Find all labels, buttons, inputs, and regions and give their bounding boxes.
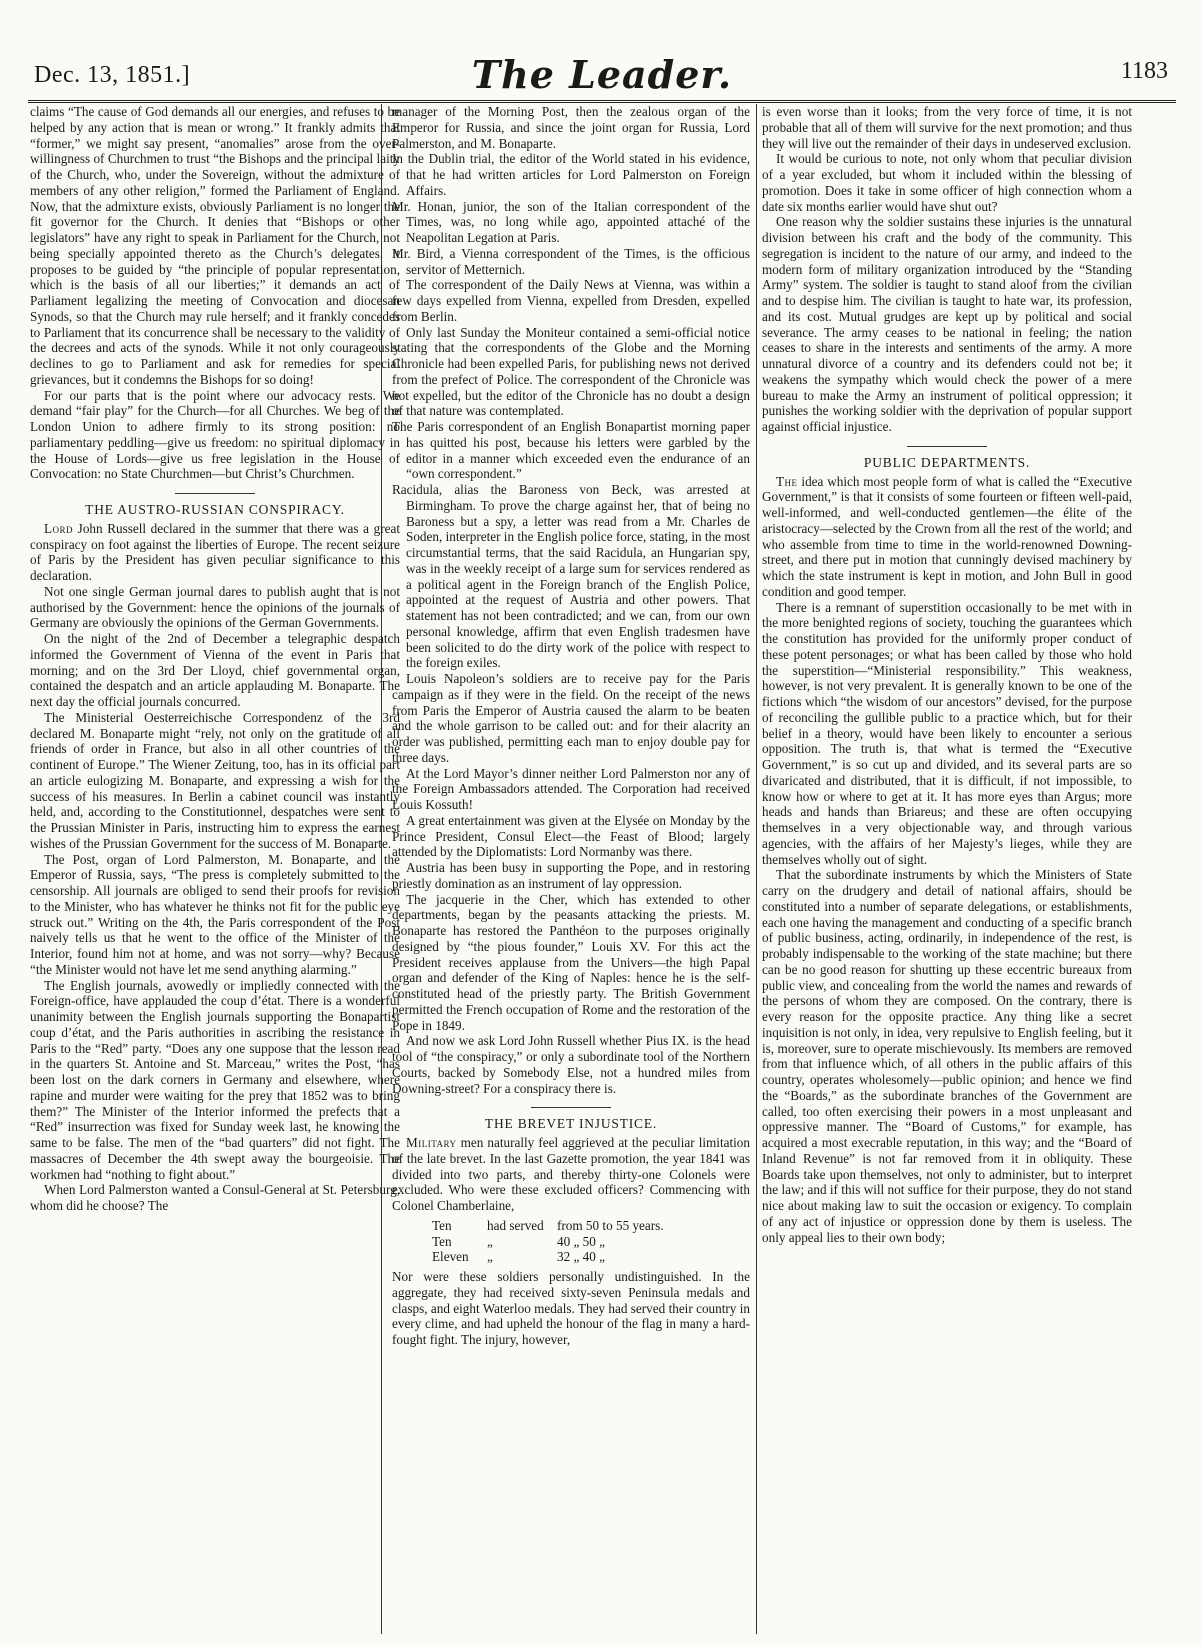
section-heading: THE AUSTRO-RUSSIAN CONSPIRACY.	[30, 493, 400, 518]
page-number: 1183	[1120, 58, 1168, 84]
paragraph-text: John Russell declared in the summer that there was a great conspiracy on foot against the liberties of Europe. The recent seizure of Paris by the President has given peculiar significance to this declaration.	[30, 520, 400, 583]
newspaper-title: The Leader.	[471, 52, 733, 97]
paragraph-text: idea which most people form of what is called the “Executive Government,” is that it consists of some fourteen or fifteen well-paid, well-informed, and well-conducted gentlemen—the élite of the aristocracy—selected by the Crown from all the rest of the world; and who assemble from time to time in the world-renowned Downing-street, and there put in motion that cunningly devised machinery by which the state instrument is kept in motion, and John Bull in good condition and good temper.	[762, 473, 1132, 599]
paragraph: At the Lord Mayor’s dinner neither Lord Palmerston nor any of the Foreign Ambassadors attended. The Corporation had received Louis Kossuth!	[392, 765, 750, 812]
table-cell: 40 „ 50 „	[557, 1233, 605, 1249]
column-3	[762, 104, 1132, 1634]
paragraph: claims “The cause of God demands all our energies, and refuses to be helped by any action that is mean or wrong.” It frankly admits that “former,” we might say present, “anomalies” arose from the over-willingness of Churchmen to trust “the Bishops and the principal laity of the Church, who, under the Sovereign, without the admixture of members of any other religion,” formed the Parliament of England. Now, that the admixture exists, obviously Parliament is no longer the fit governor for the Church. It denies that “Bishops or other legislators” have any right to speak in Parliament for the Church, not being specially appointed thereto as the Church’s delegates. It proposes to be guided by “the principle of popular representation, which is the basis of all our liberties;” it demands an act of Parliament legalizing the meeting of Convocation and diocesan Synods, so that the Church may rule herself; and it frankly concedes to Parliament that its concurrence shall be necessary to the validity of the decrees and acts of the synods. While it not only courageously declines to go to Parliament and ask for remedies for special grievances, but it condemns the Bishops for so doing!	[30, 104, 400, 387]
table-cell: 32 „ 40 „	[557, 1249, 605, 1265]
masthead	[28, 40, 1176, 100]
table-cell: „	[487, 1233, 493, 1249]
table-row	[432, 1218, 750, 1234]
table-cell: Ten	[432, 1217, 452, 1233]
table-cell: had served	[487, 1217, 544, 1233]
table-cell: from 50 to 55 years.	[557, 1217, 664, 1233]
paragraph: Austria has been busy in supporting the Pope, and in restoring priestly domination as an instrument of lay oppression.	[392, 860, 750, 891]
paragraph: For our parts that is the point where our advocacy rests. We demand “fair play” for the Church—for all Churches. We beg of the London Union to adhere firmly to its strong position: no parliamentary peddling—give us freedom: no spiritual diplomacy in the House of Lords—give us free legislation in the House of Convocation: no State Churchmen—but Christ’s Churchmen.	[30, 387, 400, 482]
paragraph: The English journals, avowedly or impliedly connected with the Foreign-office, have applauded the coup d’état. There is a wonderful unanimity between the English journals supporting the Bonapartist coup d’état, and the Paris authorities in ascribing the resistance in Paris to the “Red” party. “Does any one suppose that the lesson read in the quarters St. Antoine and St. Marceau,” writes the Post, “has been lost on the dark corners in Germany and elsewhere, where rapine and murder were waiting for the prey that 1852 was to bring them?” The Minister of the Interior informed the prefects that a “Red” insurrection was fixed for Sunday week last, he knowing the same to be false. The men of the “bad quarters” did not fight. The massacres of December the 4th swept away the bourgeoisie. The workmen had “nothing to fight about.”	[30, 977, 400, 1182]
paragraph: The Ministerial Oesterreichische Correspondenz of the 3rd declared M. Bonaparte might “rely, not only on the gratitude of all friends of order in France, but also in all other countries of the continent of Europe.” The Wiener Zeitung, too, has in its official part an article eulogizing M. Bonaparte, and expressing a wish for the success of his measures. In Berlin a cabinet council was instantly held, and, according to the Constitutionnel, despatches were sent to the Prussian Minister in Paris, instructing him to express the earnest wishes of the Prussian Government for the success of M. Bonaparte.	[30, 709, 400, 851]
table-cell: Ten	[432, 1233, 452, 1249]
paragraph: Mr. Honan, junior, the son of the Italian correspondent of the Times, was, no long while ago, appointed attaché of the Neapolitan Legation at Paris.	[392, 198, 750, 245]
paragraph: is even worse than it looks; from the very force of time, it is not probable that all of them will survive for the next promotion; and thus they will live out the remainder of their days in undeserved exclusion.	[762, 104, 1132, 151]
paragraph	[392, 1135, 750, 1214]
paragraph: Only last Sunday the Moniteur contained a semi-official notice stating that the correspondents of the Globe and the Morning Chronicle had been expelled Paris, for publishing news not derived from the prefect of Police. The correspondent of the Chronicle was not expelled, but the editor of the Chronicle has no doubt a design of that nature was contemplated.	[392, 324, 750, 419]
paragraph: That the subordinate instruments by which the Ministers of State carry on the drudgery and detail of national affairs, should be constituted into a number of separate delegations, or establishments, each one having the management and conducting of a specific branch of public business, acting, ordinarily, in independence of the rest, is probably indispensable to the working of the state machine; but there can be no good reason for shutting up these eccentric bureaux from public view, and concealing from the world the names and rewards of the persons of whom they are composed. On the contrary, there is every reason for the opposite practice. Any thing like a secret inquisition is not only, in idea, very repulsive to English feeling, but it is, moreover, sure to operate mischievously. Its members are removed from that influence which, of all others in the public affairs of this country, operates wholesomely—public opinion; and hence we find the “Boards,” as the subordinate branches of the Government are called, too often exercising their powers in a most unpleasant and oppressive manner. The “Board of Customs,” for example, has acquired a most execrable reputation, in this way; and the “Board of Inland Revenue” is not far removed from it in obliquity. These Boards take upon themselves, not only to administer, but to interpret the law; and if this will not suffice for their purpose, they do not stand nice about making law to suit the occasion or exigency. To complain of any act of injustice or oppression done by them is useless. The only appeal lies to their own body;	[762, 867, 1132, 1245]
issue-date: Dec. 13, 1851.]	[34, 62, 191, 88]
column-2	[392, 104, 750, 1634]
section-heading: THE BREVET INJUSTICE.	[392, 1107, 750, 1132]
paragraph: When Lord Palmerston wanted a Consul-General at St. Petersburg, whom did he choose? The	[30, 1182, 400, 1213]
paragraph: It would be curious to note, not only whom that peculiar division of a year excluded, but whom it included within the blessing of promotion. Does it take in some officer of high connection whom a date six months earlier would have shut out?	[762, 151, 1132, 214]
paragraph: Racidula, alias the Baroness von Beck, was arrested at Birmingham. To prove the charge against her, that of being no Baroness but a spy, a letter was read from a Mr. Charles de Soden, interpreter in the English police force, stating, in the most circumstantial terms, that the said Racidula, an Hungarian spy, was in the weekly receipt of a large sum for services rendered as a political agent in the Foreign branch of the English Police, appointed at the request of Austria and other powers. That statement has not been contradicted; and we can, from our own personal knowledge, affirm that even English tradesmen have been solicited to do the dirty work of the police with respect to the foreign exiles.	[392, 482, 750, 671]
paragraph: The jacquerie in the Cher, which has extended to other departments, began by the peasants attacking the priests. M. Bonaparte has restored the Panthéon to the purposes originally designed by “the pious founder,” Louis XV. For this act the President receives applause from the Univers—the high Papal organ and defender of the King of Naples: hence he is the self-constituted head of the priestly party. The British Government permitted the French occupation of Rome and the restoration of the Pope in 1849.	[392, 891, 750, 1033]
paragraph: And now we ask Lord John Russell whether Pius IX. is the head tool of “the conspiracy,” or only a subordinate tool of the Northern Courts, backed by Somebody Else, not a hundred miles from Downing-street? For a conspiracy there is.	[392, 1033, 750, 1096]
lead-word: The	[776, 473, 798, 489]
paragraph: Nor were these soldiers personally undistinguished. In the aggregate, they had received sixty-seven Peninsula medals and clasps, and eight Waterloo medals. They had served their country in every clime, and had upheld the honour of the flag in many a hard-fought fight. The injury, however,	[392, 1269, 750, 1347]
table-cell: „	[487, 1249, 493, 1265]
lead-word: Military	[406, 1135, 457, 1150]
paragraph: A great entertainment was given at the Elysée on Monday by the Prince President, Consul Elect—the Feast of Blood; largely attended by the Diplomatists: Lord Normanby was there.	[392, 812, 750, 860]
paragraph: On the night of the 2nd of December a telegraphic despatch informed the Government of Vienna of the event in Paris that morning; and on the 3rd Der Lloyd, chief governmental organ, contained the despatch and an article applauding M. Bonaparte. The next day the official journals concurred.	[30, 631, 400, 709]
column-divider	[756, 104, 757, 1634]
section-heading: PUBLIC DEPARTMENTS.	[762, 446, 1132, 471]
paragraph: The Post, organ of Lord Palmerston, M. Bonaparte, and the Emperor of Russia, says, “The press is completely submitted to the censorship. All journals are obliged to send their proofs for revision to the Minister, who has whatever he thinks not fit for the public eye struck out.” Writing on the 4th, the Paris correspondent of the Post naively tells us that he went to the office of the Minister of the Interior, found him not at home, and was not sorry—why? Because “the Minister would not have let me send anything alarming.”	[30, 851, 400, 977]
paragraph-text: men naturally feel aggrieved at the peculiar limitation of the late brevet. In the last Gazette promotion, the year 1841 was divided into two parts, and thereby thirty-one Colonels were excluded. Who were these excluded officers? Commencing with Colonel Chamberlaine,	[392, 1135, 750, 1213]
paragraph: Not one single German journal dares to publish aught that is not authorised by the Government: hence the opinions of the journals of Germany are obviously the opinions of the German Governments.	[30, 583, 400, 631]
paragraph: The Paris correspondent of an English Bonapartist morning paper has quitted his post, because his letters were garbled by the editor in a manner which exceeded even the endurance of an “own correspondent.”	[392, 419, 750, 482]
paragraph: Louis Napoleon’s soldiers are to receive pay for the Paris campaign as if they were in the field. On the receipt of the news from Paris the Emperor of Austria caused the alarm to be beaten and the whole garrison to be called out: and for their alacrity an order was published, permitting each man to enjoy double pay for three days.	[392, 671, 750, 765]
paragraph	[30, 521, 400, 584]
paragraph: manager of the Morning Post, then the zealous organ of the Emperor for Russia, and since the joint organ for Russia, Lord Palmerston, and M. Bonaparte.	[392, 104, 750, 151]
table-row	[432, 1249, 750, 1265]
lead-word: Lord	[44, 520, 74, 536]
paragraph: In the Dublin trial, the editor of the World stated in his evidence, that he had written articles for Lord Palmerston on Foreign Affairs.	[392, 151, 750, 198]
paragraph: Mr. Bird, a Vienna correspondent of the Times, is the officious servitor of Metternich.	[392, 245, 750, 277]
paragraph: The correspondent of the Daily News at Vienna, was within a few days expelled from Vienna, expelled from Dresden, expelled from Berlin.	[392, 277, 750, 324]
table-row	[432, 1234, 750, 1250]
paragraph: One reason why the soldier sustains these injuries is the unnatural division between his craft and the body of the community. This segregation is incident to the nature of our army, and indeed to the modern form of military organization introduced by the “Standing Army” system. The soldier is taught to stand aloof from the civilian and to despise him. The civilian is taught to hate war, its profession, and its cost. Mutual grudges are kept up by political and social severance. The army ceases to be national in feeling; the nation ceases to share in the interests and sentiments of the army. A more unnatural divorce of a country and its defenders could not be; it weakens the sympathy which would check the power of a mere bureau to make the Army an instrument of political oppression; it punishes the working soldier with the deprivation of popular support against official injustice.	[762, 214, 1132, 434]
paragraph	[762, 474, 1132, 600]
table-cell: Eleven	[432, 1249, 469, 1265]
column-1	[30, 104, 400, 1634]
service-table	[432, 1218, 750, 1265]
paragraph: There is a remnant of superstition occasionally to be met with in the more benighted regions of society, touching the guarantees which the constitution has provided for the uniformly proper conduct of these potent personages; or what has been called by those who hold the superstition—“Ministerial responsibility.” This weakness, however, is not very prevalent. It is generally known to be one of the fictions which “the wisdom of our ancestors” devised, for the purpose of reconciling the gullible public to a practice which, but for their belief in a theory, would have been likely to encounter a serious opposition. The truth is, that what is termed the “Executive Government,” is so cut up and divided, and its several parts are so divaricated and distributed, that it is difficult, if not impossible, to know how or where to get at it. It has more eyes than Argus; more heads and hands than Briareus; and these are often occupying themselves in a very objectionable way, and through various agencies, with the affairs of her Majesty’s lieges, while they are themselves wholly out of sight.	[762, 599, 1132, 867]
masthead-rule	[28, 100, 1176, 103]
